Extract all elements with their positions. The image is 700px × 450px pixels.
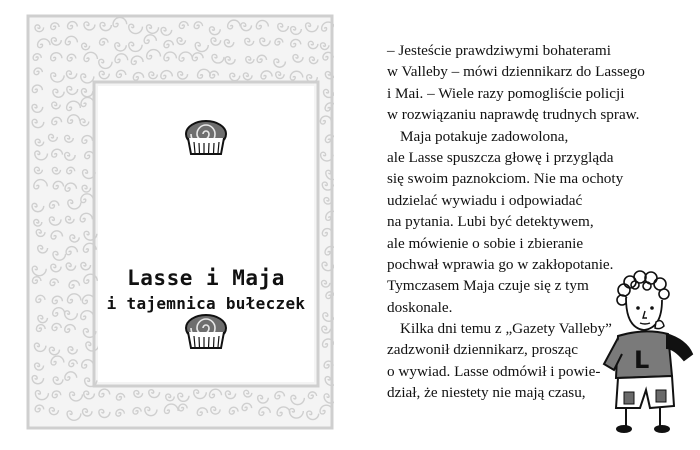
- cinnamon-bun-icon: [182, 308, 230, 356]
- text-line: w rozwiązaniu naprawdę trudnych spraw.: [387, 106, 640, 124]
- text-line: ale Lasse spuszcza głowę i przygląda: [387, 148, 614, 166]
- decorative-frame: [26, 14, 334, 430]
- text-line: o wywiad. Lasse odmówił i powie-: [387, 362, 601, 380]
- shirt-letter: L: [634, 346, 650, 374]
- text-line: pochwał wprawia go w zakłopotanie.: [387, 255, 614, 273]
- text-line: i Mai. – Wiele razy pomogliście policji: [387, 84, 625, 102]
- text-line: dział, że niestety nie mają czasu,: [387, 384, 586, 402]
- title-line-1: Lasse i Maja: [127, 266, 285, 290]
- text-line: Maja potakuje zadowolona,: [400, 127, 569, 145]
- title-panel: [98, 86, 314, 382]
- text-line: doskonale.: [387, 298, 453, 316]
- text-line: się swoim paznokciom. Nie ma ochoty: [387, 170, 624, 188]
- text-line: – Jesteście prawdziwymi bohaterami: [387, 42, 611, 59]
- text-line: w Valleby – mówi dziennikarz do Lassego: [387, 63, 645, 81]
- text-line: Kilka dni temu z „Gazety Valleby”: [400, 320, 612, 338]
- text-line: ale mówienie o sobie i zbieranie: [387, 234, 584, 252]
- text-line: udzielać wywiadu i odpowiadać: [387, 191, 583, 209]
- boy-illustration: [600, 268, 696, 438]
- text-line: zadzwonił dziennikarz, prosząc: [387, 341, 579, 359]
- text-line: na pytania. Lubi być detektywem,: [387, 213, 594, 231]
- cinnamon-bun-icon: [182, 114, 230, 162]
- title-line-2: i tajemnica bułeczek: [106, 294, 306, 313]
- text-line: Tymczasem Maja czuje się z tym: [387, 277, 589, 295]
- book-title: [98, 266, 314, 313]
